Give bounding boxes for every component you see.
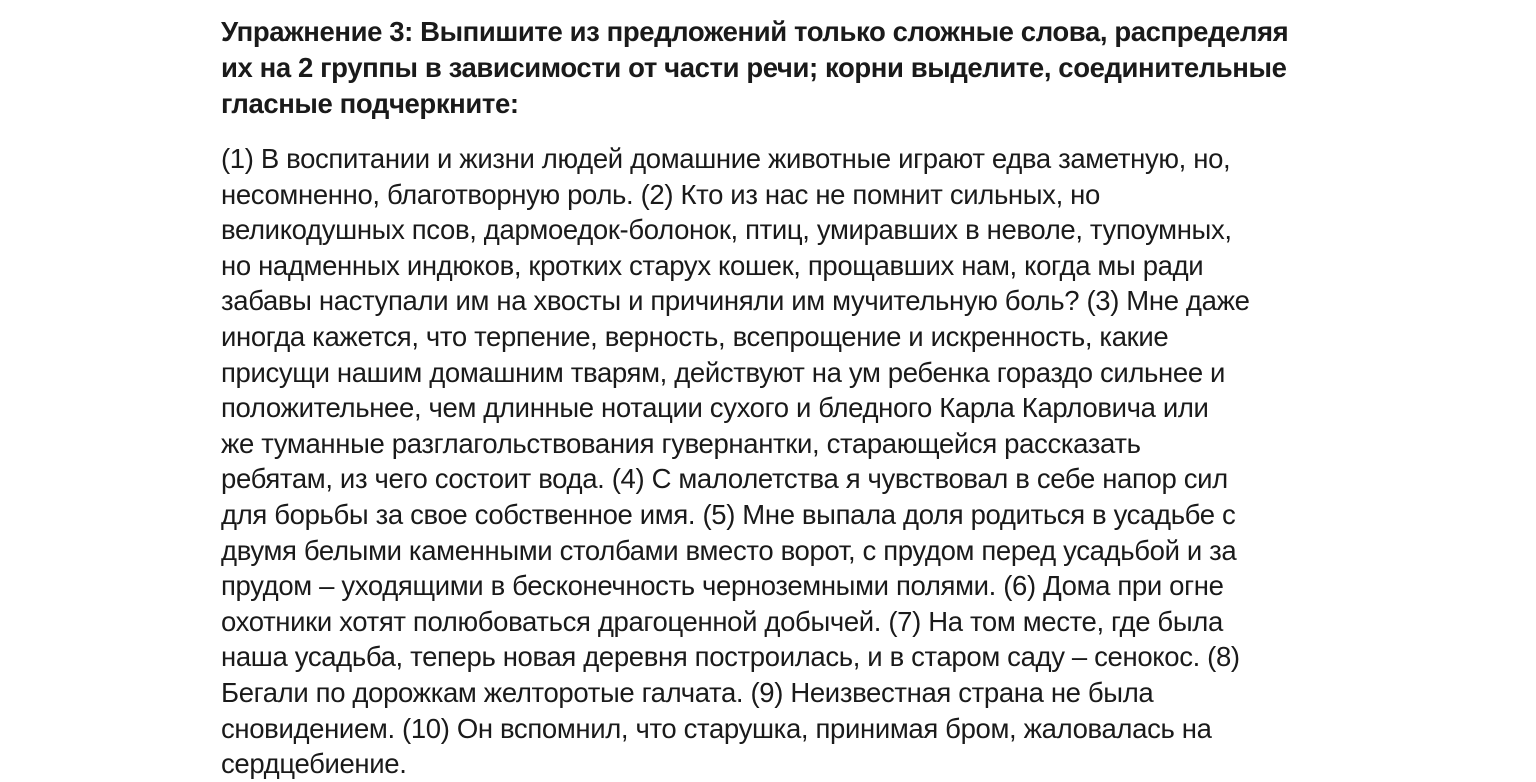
- heading-line: их на 2 группы в зависимости от части речи; корни выделите, соединительные: [221, 52, 1287, 83]
- exercise-text: [221, 141, 1451, 782]
- text-line: сердцебиение.: [221, 748, 407, 780]
- text-line: же туманные разглагольствования гувернантки, старающейся рассказать: [221, 427, 1141, 459]
- text-line: охотники хотят полюбоваться драгоценной добычей. (7) На том месте, где была: [221, 605, 1223, 637]
- text-line: положительнее, чем длинные нотации сухого и бледного Карла Карловича или: [221, 392, 1209, 424]
- text-line: сновидением. (10) Он вспомнил, что старушка, принимая бром, жаловалась на: [221, 712, 1212, 744]
- text-line: забавы наступали им на хвосты и причиняли им мучительную боль? (3) Мне даже: [221, 285, 1250, 317]
- text-line: великодушных псов, дармоедок-болонок, птиц, умиравших в неволе, тупоумных,: [221, 214, 1232, 246]
- text-line: иногда кажется, что терпение, верность, всепрощение и искренность, какие: [221, 320, 1169, 352]
- text-line: Бегали по дорожкам желторотые галчата. (9) Неизвестная страна не была: [221, 676, 1154, 708]
- text-line: (1) В воспитании и жизни людей домашние животные играют едва заметную, но,: [221, 143, 1231, 174]
- text-line: наша усадьба, теперь новая деревня построилась, и в старом саду – сенокос. (8): [221, 641, 1240, 673]
- exercise-block: [221, 14, 1451, 782]
- text-line: но надменных индюков, кротких старух кошек, прощавших нам, когда мы ради: [221, 249, 1204, 281]
- text-line: двумя белыми каменными столбами вместо ворот, с прудом перед усадьбой и за: [221, 534, 1237, 566]
- exercise-heading: [221, 14, 1451, 122]
- text-line: для борьбы за свое собственное имя. (5) Мне выпала доля родиться в усадьбе с: [221, 498, 1236, 530]
- text-line: несомненно, благотворную роль. (2) Кто из нас не помнит сильных, но: [221, 178, 1100, 210]
- text-line: присущи нашим домашним тварям, действуют на ум ребенка гораздо сильнее и: [221, 356, 1226, 388]
- text-line: прудом – уходящими в бесконечность черноземными полями. (6) Дома при огне: [221, 570, 1224, 602]
- heading-line: гласные подчеркните:: [221, 88, 519, 119]
- text-line: ребятам, из чего состоит вода. (4) С малолетства я чувствовал в себе напор сил: [221, 463, 1228, 495]
- heading-line: Упражнение 3: Выпишите из предложений только сложные слова, распределяя: [221, 16, 1289, 47]
